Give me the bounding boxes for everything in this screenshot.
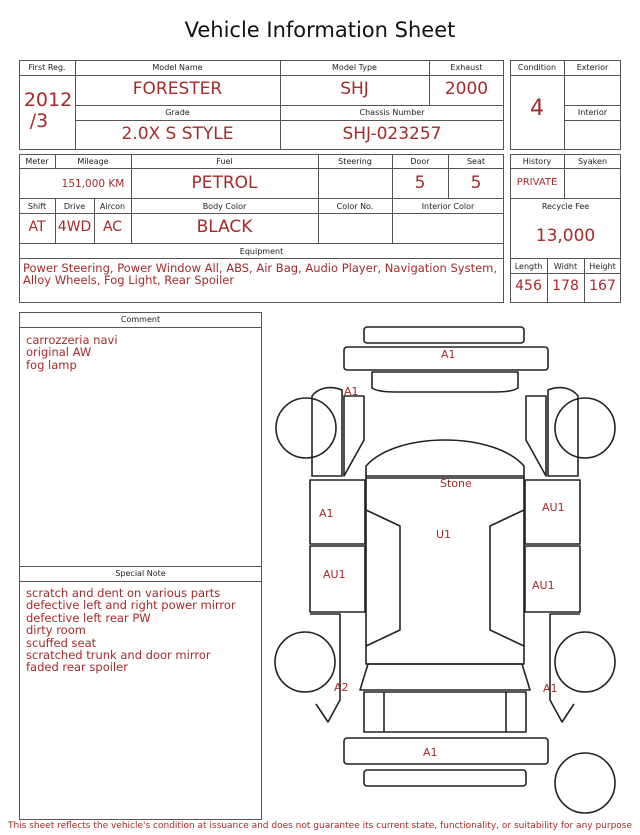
shift-label: Shift xyxy=(27,202,47,211)
comment-line: carrozzeria navi xyxy=(26,333,118,347)
left-rear-quarter xyxy=(310,614,340,722)
special-note-line: scratched trunk and door mirror xyxy=(26,648,211,663)
mark-front-left: A1 xyxy=(344,385,359,398)
equipment-label: Equipment xyxy=(239,247,284,256)
mark-roof: U1 xyxy=(436,528,452,541)
mark-right-rear: A1 xyxy=(543,682,558,695)
right-rear-quarter xyxy=(550,614,580,722)
recycle-fee: 13,000 xyxy=(535,226,596,246)
page-title: Vehicle Information Sheet xyxy=(184,18,456,42)
aircon-label: Aircon xyxy=(99,202,126,211)
special-note-lines xyxy=(26,587,258,674)
meter-label: Meter xyxy=(25,157,49,166)
comment-label: Comment xyxy=(120,315,161,324)
right-side-rail xyxy=(526,396,546,476)
model-type-label: Model Type xyxy=(332,63,377,72)
exterior-label: Exterior xyxy=(576,63,609,72)
front-left-wheel xyxy=(276,398,336,458)
chassis-number: SHJ-023257 xyxy=(342,124,442,144)
grade-label: Grade xyxy=(165,108,190,117)
seat-label: Seat xyxy=(466,157,486,166)
condition-grade: 4 xyxy=(530,96,544,121)
rear-bumper-outline xyxy=(364,770,526,786)
mark-right-rear-door: AU1 xyxy=(532,579,555,592)
color-no-label: Color No. xyxy=(336,202,374,211)
hood-outline xyxy=(372,372,518,392)
history: PRIVATE xyxy=(516,177,558,188)
right-pillar xyxy=(490,510,524,646)
roof-panel xyxy=(366,478,524,664)
special-note-line: dirty room xyxy=(26,623,86,638)
left-side-rail xyxy=(344,396,364,476)
left-pillar xyxy=(366,510,400,646)
seat: 5 xyxy=(470,173,482,193)
mileage-label: Mileage xyxy=(77,157,109,166)
shift: AT xyxy=(28,219,46,235)
aircon: AC xyxy=(102,219,123,235)
rear-left-wheel xyxy=(275,632,335,692)
model-name: FORESTER xyxy=(132,79,223,99)
windshield xyxy=(366,440,524,478)
spare-wheel xyxy=(555,753,615,813)
chassis-label: Chassis Number xyxy=(359,108,425,117)
condition-label: Condition xyxy=(517,63,557,72)
drive: 4WD xyxy=(57,219,92,235)
width-label: Widht xyxy=(553,262,578,271)
mark-left-rear-door: AU1 xyxy=(323,568,346,581)
rear-bumper-panel xyxy=(344,738,548,764)
door-label: Door xyxy=(410,157,430,166)
interior-color-label: Interior Color xyxy=(421,202,475,211)
mark-left-rear: A2 xyxy=(334,681,349,694)
width: 178 xyxy=(552,278,579,294)
front-bumper-outline xyxy=(364,327,524,343)
special-note-line: faded rear spoiler xyxy=(26,660,128,675)
comment-line: original AW xyxy=(26,345,92,360)
mark-windshield: Stone xyxy=(440,477,472,490)
height: 167 xyxy=(589,278,616,294)
recycle-fee-label: Recycle Fee xyxy=(541,202,590,211)
first-reg-year: 2012 xyxy=(23,89,73,111)
rear-right-wheel xyxy=(555,632,615,692)
disclaimer-footer: This sheet reflects the vehicle's condition at issuance and does not guarantee its current state, functionality, or suitability for any purpose xyxy=(7,821,633,831)
length: 456 xyxy=(515,278,542,294)
drive-label: Drive xyxy=(63,202,86,211)
history-label: History xyxy=(522,157,552,166)
length-label: Length xyxy=(514,262,543,271)
special-note-line: defective left and right power mirror xyxy=(26,598,236,613)
special-note-line: scratch and dent on various parts xyxy=(26,586,221,600)
fuel-label: Fuel xyxy=(216,157,233,166)
special-note-label: Special Note xyxy=(115,569,166,578)
mark-rear-bumper: A1 xyxy=(423,746,438,759)
special-note-line: defective left rear PW xyxy=(26,610,151,625)
body-color-label: Body Color xyxy=(202,202,247,211)
mileage: 151,000 KM xyxy=(61,178,125,190)
mark-right-front-door: AU1 xyxy=(542,501,565,514)
mark-left-front-door: A1 xyxy=(319,507,334,520)
fuel: PETROL xyxy=(191,173,258,193)
model-type: SHJ xyxy=(340,79,369,99)
left-front-fender xyxy=(312,388,342,476)
body-color: BLACK xyxy=(196,217,253,237)
car-damage-diagram xyxy=(270,320,620,820)
syaken-label: Syaken xyxy=(577,157,608,166)
first-reg-month: /3 xyxy=(29,110,49,132)
model-name-label: Model Name xyxy=(152,63,203,72)
interior-label: Interior xyxy=(577,108,608,117)
first-reg-label: First Reg. xyxy=(28,63,66,72)
comment-line: fog lamp xyxy=(26,357,77,372)
comment-lines xyxy=(26,334,256,371)
steering-label: Steering xyxy=(338,157,372,166)
exhaust: 2000 xyxy=(444,79,489,99)
rear-window xyxy=(360,664,530,690)
grade: 2.0X S STYLE xyxy=(121,124,234,144)
mark-front-bumper: A1 xyxy=(441,348,456,361)
height-label: Height xyxy=(589,262,616,271)
special-note-line: scuffed seat xyxy=(26,635,97,650)
equipment-list: Power Steering, Power Window All, ABS, Air Bag, Audio Player, Navigation System, Alloy Wheels, Fog Light, Rear Spoiler xyxy=(23,261,498,288)
exhaust-label: Exhaust xyxy=(450,63,483,72)
rear-hatch xyxy=(364,692,526,732)
front-right-wheel xyxy=(555,398,615,458)
door: 5 xyxy=(414,173,426,193)
